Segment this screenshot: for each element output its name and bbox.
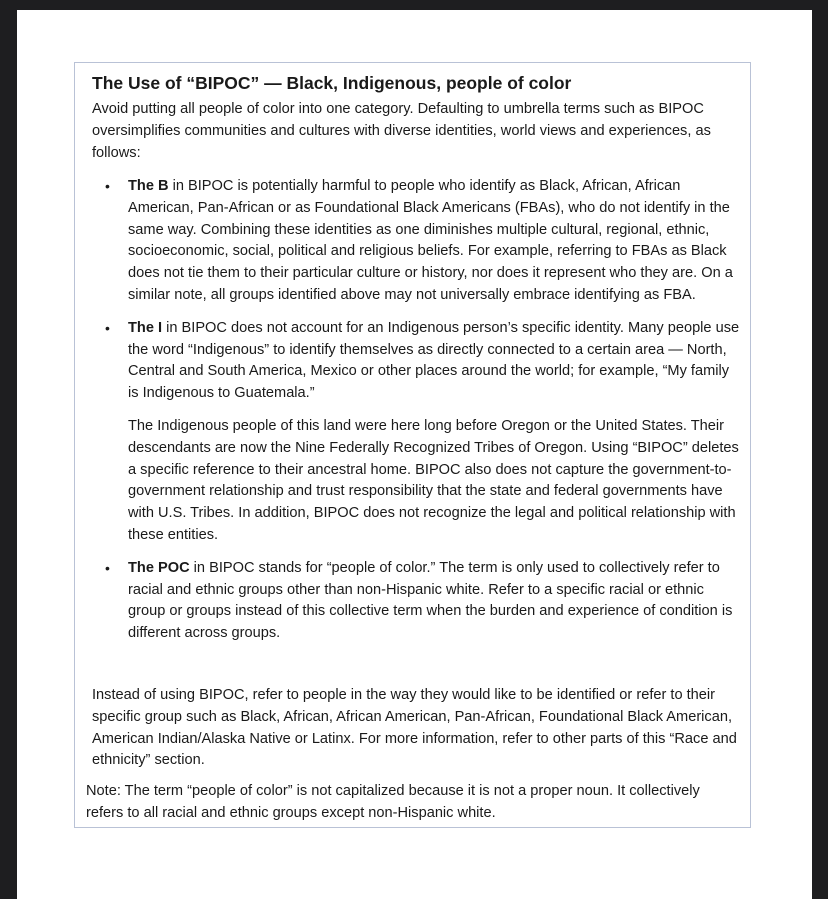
bullet-dot-icon: •	[105, 319, 110, 336]
bullet-item-i	[92, 318, 742, 547]
intro-paragraph: Avoid putting all people of color into one category. Defaulting to umbrella terms such as BIPOC oversimplifies communities and cultures with diverse identities, world views and experiences, as follows:	[92, 101, 711, 161]
bullet-b-paragraph	[128, 176, 742, 307]
bullet-dot-icon: •	[105, 178, 110, 194]
bullet-list	[92, 176, 742, 656]
bullet-i-paragraph	[128, 318, 742, 405]
document-page	[17, 10, 812, 899]
bullet-poc-lead: The POC	[128, 559, 190, 576]
bullet-item-b	[92, 176, 742, 307]
closing-paragraph: Instead of using BIPOC, refer to people in the way they would like to be identified or refer to their specific group such as Black, African, African American, Pan-African, Foundational Black American, American Indian/Alaska Native or Latinx. For more information, refer to other parts of this “Race and ethnicity” section.	[92, 687, 737, 769]
bullet-b-text: in BIPOC is potentially harmful to people who identify as Black, African, African American, Pan-African or as Foundational Black Americans (FBAs), who do not identify in the same way. Combining these identities as one diminishes multiple cultural, regional, ethnic, socioeconomic, social, political and religious beliefs. For example, referring to FBAs as Black does not tie them to their particular culture or history, nor does it represent who they are. On a similar note, all groups identified above may not universally embrace identifying as FBA.	[128, 178, 733, 303]
bullet-i-lead: The I	[128, 319, 163, 336]
section-title: The Use of “BIPOC” — Black, Indigenous, people of color	[92, 73, 572, 93]
bullet-i-text: in BIPOC does not account for an Indigenous person’s specific identity. Many people use the word “Indigenous” to identify themselves as directly connected to a certain area — North, Central and South America, Mexico or other places around the world; for example, “My family is Indigenous to Guatemala.”	[128, 319, 740, 402]
bullet-i-extra-paragraph: The Indigenous people of this land were here long before Oregon or the United States. Their descendants are now the Nine Federally Recognized Tribes of Oregon. Using “BIPOC” deletes a specific reference to their ancestral home. BIPOC also does not capture the government-to-government relationship and trust responsibility that the state and federal governments have with U.S. Tribes. In addition, BIPOC does not recognize the legal and political relationship with these entities.	[128, 417, 739, 543]
bullet-item-poc	[92, 558, 742, 645]
bullet-poc-text: in BIPOC stands for “people of color.” The term is only used to collectively refer to racial and ethnic groups other than non-Hispanic white. Refer to a specific racial or ethnic group or groups instead of this collective term when the burden and experience of condition is different across groups.	[128, 559, 733, 642]
bipoc-guidance-box	[74, 62, 751, 828]
note-paragraph: Note: The term “people of color” is not capitalized because it is not a proper noun. It collectively refers to all racial and ethnic groups except non-Hispanic white.	[86, 783, 700, 821]
bullet-dot-icon: •	[105, 559, 110, 576]
bullet-poc-paragraph	[128, 558, 742, 645]
bullet-b-lead: The B	[128, 178, 169, 194]
